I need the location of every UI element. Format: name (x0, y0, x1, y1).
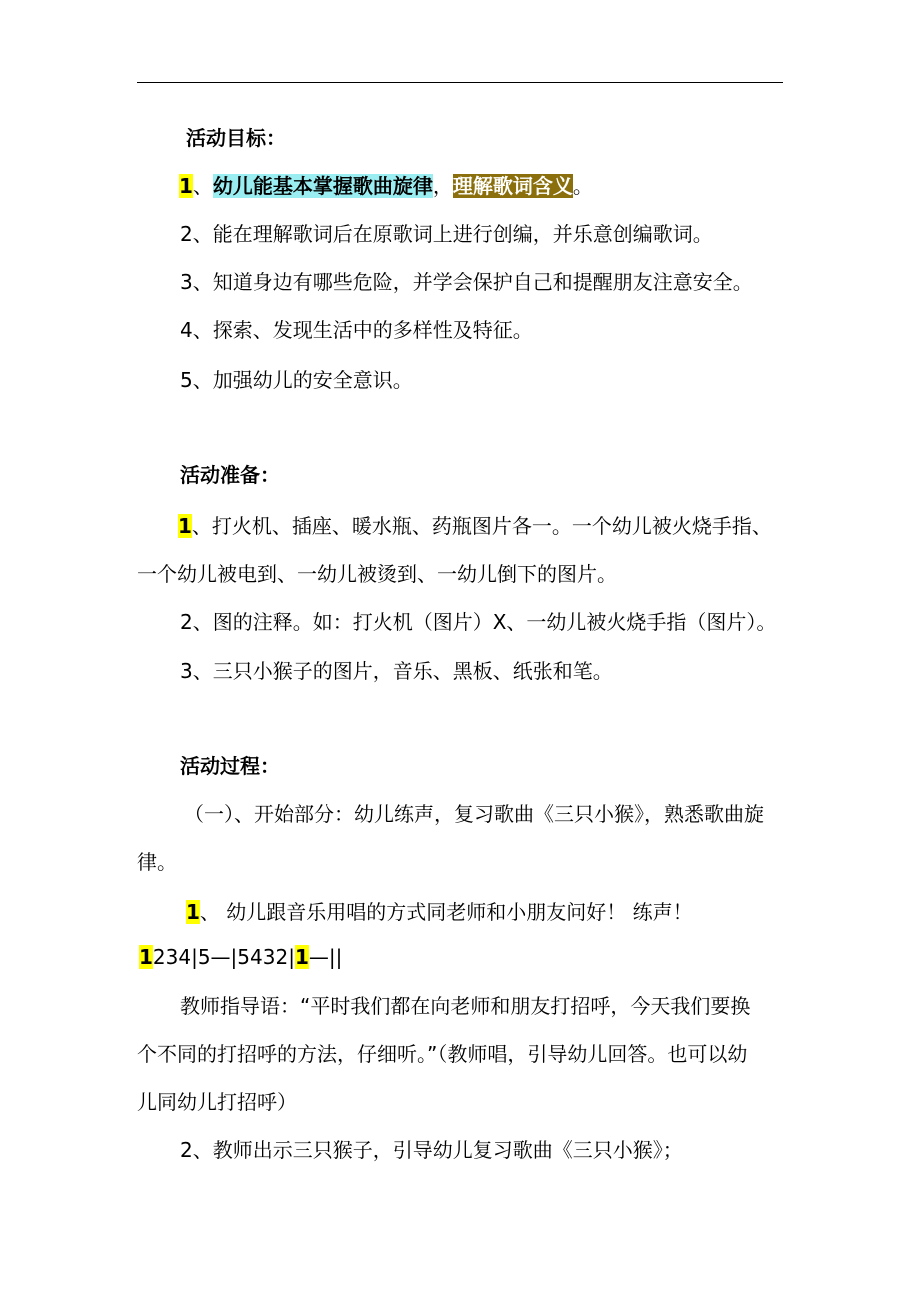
prep-item-1-line-2: 一个幼儿被电到、一幼儿被烫到、一幼儿倒下的图片。 (137, 562, 617, 586)
process-step-1 (186, 898, 693, 926)
teacher-guide-line-1: 教师指导语：“平时我们都在向老师和朋友打招呼，今天我们要换 (180, 994, 751, 1018)
goal-item-4: 4、探索、发现生活中的多样性及特征。 (180, 318, 533, 342)
process-part-1-line-2: 律。 (137, 850, 177, 874)
notation-number-1: 1 (139, 945, 153, 969)
goal-item-2: 2、能在理解歌词后在原歌词上进行创编，并乐意创编歌词。 (180, 222, 713, 246)
process-step-1-text: 、 幼儿跟音乐用唱的方式同老师和小朋友问好！ 练声！ (199, 900, 693, 924)
process-part-1-line-1: （一）、开始部分：幼儿练声，复习歌曲《三只小猴》，熟悉歌曲旋 (184, 802, 764, 826)
goal-item-3: 3、知道身边有哪些危险，并学会保护自己和提醒朋友注意安全。 (180, 270, 753, 294)
process-step-2: 2、教师出示三只猴子，引导幼儿复习歌曲《三只小猴》； (180, 1138, 683, 1162)
goal-item-1 (179, 172, 593, 200)
teacher-guide-line-2: 个不同的打招呼的方法，仔细听。”（教师唱，引导幼儿回答。也可以幼 (137, 1042, 748, 1066)
goal-item-5: 5、加强幼儿的安全意识。 (180, 368, 413, 392)
prep-item-1-number: 1 (178, 514, 192, 538)
process-step-1-number: 1 (186, 900, 200, 924)
prep-item-1-text: 、打火机、插座、暖水瓶、药瓶图片各一。一个幼儿被火烧手指、 (191, 514, 772, 538)
teacher-guide-line-3: 儿同幼儿打招呼） (137, 1090, 297, 1114)
prep-item-3: 3、三只小猴子的图片，音乐、黑板、纸张和笔。 (180, 659, 613, 683)
header-rule (137, 82, 783, 83)
notation-number-2: 1 (294, 945, 309, 969)
goal-item-1-comma: ， (432, 174, 453, 198)
goal-item-1-separator: 、 (192, 174, 213, 198)
process-heading: 活动过程： (180, 754, 280, 778)
goal-item-1-highlight-olive: 理解歌词含义 (452, 174, 573, 198)
notation-end: —|| (308, 945, 343, 969)
preparation-heading: 活动准备： (180, 463, 280, 487)
goal-item-1-end: 。 (572, 174, 593, 198)
prep-item-2: 2、图的注释。如：打火机（图片）X、一幼儿被火烧手指（图片）。 (180, 610, 777, 634)
goal-item-1-number: 1 (179, 174, 193, 198)
prep-item-1-line-1 (178, 512, 772, 540)
music-notation (139, 943, 342, 971)
goal-item-1-highlight-cyan: 幼儿能基本掌握歌曲旋律 (212, 174, 433, 198)
notation-middle: 234|5—|5432| (152, 945, 295, 969)
goals-heading: 活动目标： (186, 126, 286, 150)
